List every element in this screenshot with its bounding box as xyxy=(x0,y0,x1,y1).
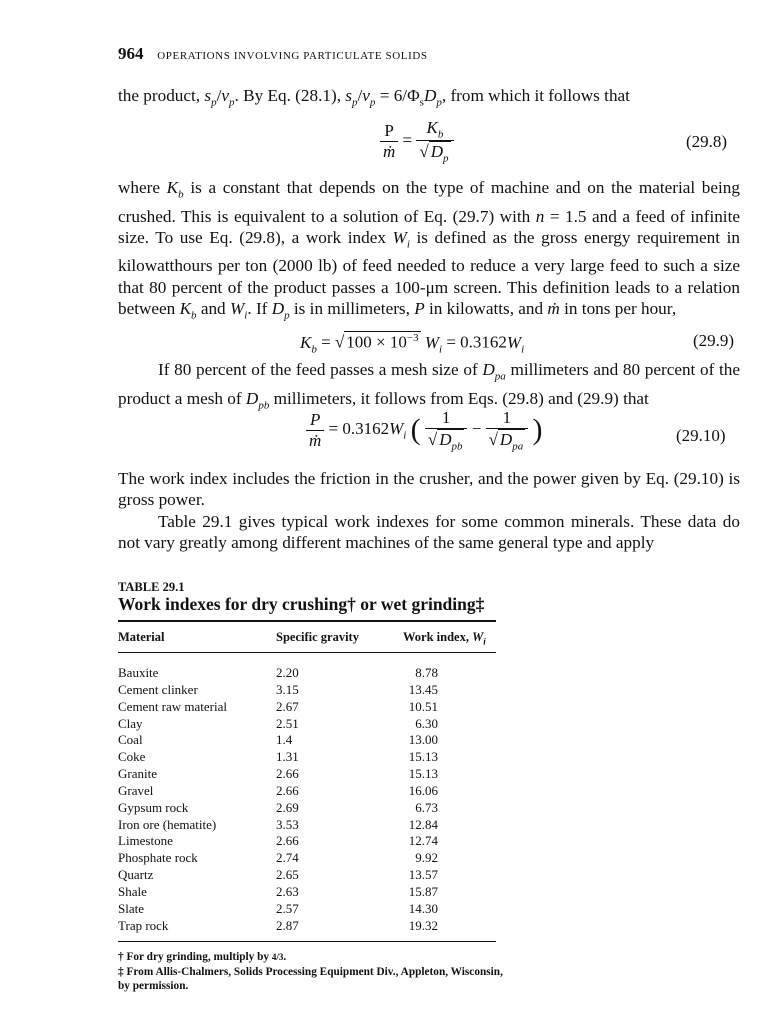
table-row: Slate 2.57 14.30 xyxy=(118,900,438,916)
column-header-specific-gravity: Specific gravity xyxy=(276,630,359,644)
equation-29-8: $\frac{P}{\text{ṁ}}$ = $\frac{K_b}{√ D_p}$ xyxy=(380,118,454,165)
table-row: Cement raw material 2.67 10.51 xyxy=(118,698,438,714)
table-row: Cement clinker 3.15 13.45 xyxy=(118,681,438,697)
running-title: OPERATIONS INVOLVING PARTICULATE SOLIDS xyxy=(157,50,428,62)
table-body xyxy=(118,665,496,935)
page-number: 964 xyxy=(118,44,144,63)
table-row: Coal 1.4 13.00 xyxy=(118,732,438,748)
footnote-dagger: † For dry grinding, multiply by 4/3. xyxy=(118,951,287,963)
equation-29-9: $K_b$ = √ $100 \times 10^{-3}$ $W_i = 0.3162W_i$ xyxy=(300,332,525,356)
table-row: Phosphate rock 2.74 9.92 xyxy=(118,850,438,866)
paragraph-1-text: the product, $s_p/v_p$. By Eq. (28.1), $s_p/v_p = 6/\Phi_sD_p$, from which it follows that xyxy=(118,86,630,109)
running-header xyxy=(118,44,428,64)
table-footnotes xyxy=(118,950,508,994)
table-row: Granite 2.66 15.13 xyxy=(118,766,438,782)
paragraph-5: Table 29.1 gives typical work indexes for some common minerals. These data do not vary greatly among different machines of the same general type and apply xyxy=(118,512,740,553)
paragraph-4: The work index includes the friction in the crusher, and the power given by Eq. (29.10) is gross power. xyxy=(118,469,740,510)
equation-29-10: $\frac{P}{\text{ṁ}}$ = $0.3162W_i$ ( $\frac{1}{√ D_{pb}}$ − $\frac{1}{√ D_{pa}}$ ) xyxy=(306,408,542,452)
equation-number-29-9: (29.9) xyxy=(693,331,735,350)
paragraph-3: If 80 percent of the feed passes a mesh size of $D_{pa}$ millimeters and 80 percent of the product a mesh of $D_{pb}$ millimeters, it follows from Eqs. (29.8) and (29.9) that xyxy=(118,360,740,412)
table-bottom-rule xyxy=(118,941,496,942)
footnote-double-dagger: ‡ From Allis-Chalmers, Solids Processing Equipment Div., Appleton, Wisconsin, by permission. xyxy=(118,965,503,992)
table-title: Work indexes for dry crushing† or wet grinding‡ xyxy=(118,594,485,614)
table-row: Limestone 2.66 12.74 xyxy=(118,833,438,849)
table-row: Gypsum rock 2.69 6.73 xyxy=(118,799,438,815)
table-row: Shale 2.63 15.87 xyxy=(118,883,438,899)
table-row: Clay 2.51 6.30 xyxy=(118,715,438,731)
paragraph-2: where $K_b$ is a constant that depends on the type of machine and on the material being crushed. This is equivalent to a solution of Eq. (29.7) with n = 1.5 and a feed of infinite size. To use Eq. (29.8), a work index $W_i$ is defined as the gross energy requirement in kilowatthours per ton (2000 lb) of feed needed to reduce a very large feed to such a size that 80 percent of the product passes a 100-μm screen. This definition leads to a relation between $K_b$ and $W_i$. If $D_p$ is in millimeters, P in kilowatts, and ṁ in tons per hour, xyxy=(118,178,740,322)
table-row: Bauxite 2.20 8.78 xyxy=(118,665,438,680)
column-header-material: Material xyxy=(118,630,165,644)
table-row: Gravel 2.66 16.06 xyxy=(118,782,438,798)
table-row: Coke 1.31 15.13 xyxy=(118,749,438,765)
equation-number-29-10: (29.10) xyxy=(676,426,726,445)
table-row: Quartz 2.65 13.57 xyxy=(118,867,438,883)
table-label: TABLE 29.1 xyxy=(118,580,185,594)
column-header-work-index: Work index, $W_i$ xyxy=(403,630,486,647)
table-header-rule xyxy=(118,652,496,653)
equation-number-29-8: (29.8) xyxy=(686,132,728,151)
paragraph-1 xyxy=(118,86,630,108)
table-top-rule xyxy=(118,620,496,622)
table-row: Trap rock 2.87 19.32 xyxy=(118,917,438,933)
table-row: Iron ore (hematite) 3.53 12.84 xyxy=(118,816,438,832)
